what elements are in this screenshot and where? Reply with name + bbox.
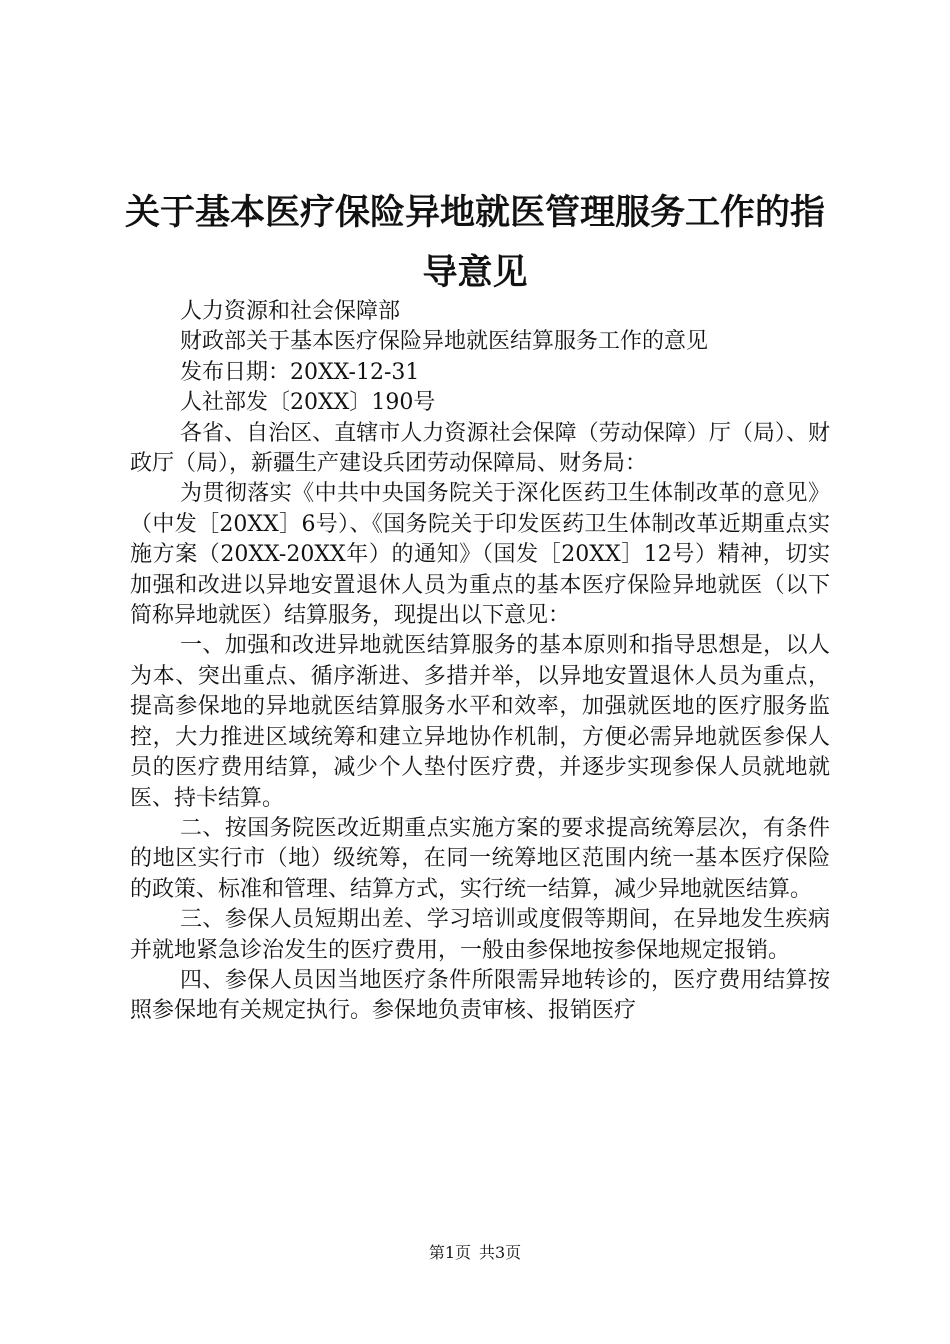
publish-date: 发布日期：20XX-12-31 xyxy=(180,359,420,385)
document-body xyxy=(130,297,830,1027)
paragraph-section-1: 一、加强和改进异地就医结算服务的基本原则和指导思想是，以人为本、突出重点、循序渐进、多措并举，以异地安置退休人员为重点，提高参保地的异地就医结算服务水平和效率，加强就医地的医疗服务监控，大力推进区域统筹和建立异地协作机制，方便必需异地就医参保人员的医疗费用结算，减少个人垫付医疗费，并逐步实现参保人员就地就医、持卡结算。 xyxy=(130,633,830,811)
paragraph-addressees: 各省、自治区、直辖市人力资源社会保障（劳动保障）厅（局）、财政厅（局），新疆生产建设兵团劳动保障局、财务局： xyxy=(130,420,830,477)
page-total: 共3页 xyxy=(479,1243,522,1262)
document-number: 人社部发〔20XX〕190号 xyxy=(180,390,436,416)
page-number: 第1页 xyxy=(428,1243,471,1262)
paragraph-section-3: 三、参保人员短期出差、学习培训或度假等期间，在异地发生疾病并就地紧急诊治发生的医疗费用，一般由参保地按参保地规定报销。 xyxy=(130,907,830,963)
page-footer xyxy=(0,1243,950,1263)
paragraph-section-2: 二、按国务院医改近期重点实施方案的要求提高统筹层次，有条件的地区实行市（地）级统筹，在同一统筹地区范围内统一基本医疗保险的政策、标准和管理、结算方式，实行统一结算，减少异地就医结算。 xyxy=(130,815,830,902)
document-title: 关于基本医疗保险异地就医管理服务工作的指导意见 xyxy=(124,193,825,293)
paragraph-section-4: 四、参保人员因当地医疗条件所限需异地转诊的，医疗费用结算按照参保地有关规定执行。参保地负责审核、报销医疗 xyxy=(130,967,830,1024)
issuing-department: 人力资源和社会保障部 xyxy=(180,299,401,324)
paragraph-intro: 为贯彻落实《中共中央国务院关于深化医药卫生体制改革的意见》（中发［20XX］6号）、《国务院关于印发医药卫生体制改革近期重点实施方案（20XX-20XX年）的通知》（国发［20XX］12号）精神，切实加强和改进以异地安置退休人员为重点的基本医疗保险异地就医（以下简称异地就医）结算服务，现提出以下意见： xyxy=(130,481,830,629)
document-subtitle: 财政部关于基本医疗保险异地就医结算服务工作的意见 xyxy=(180,329,709,355)
